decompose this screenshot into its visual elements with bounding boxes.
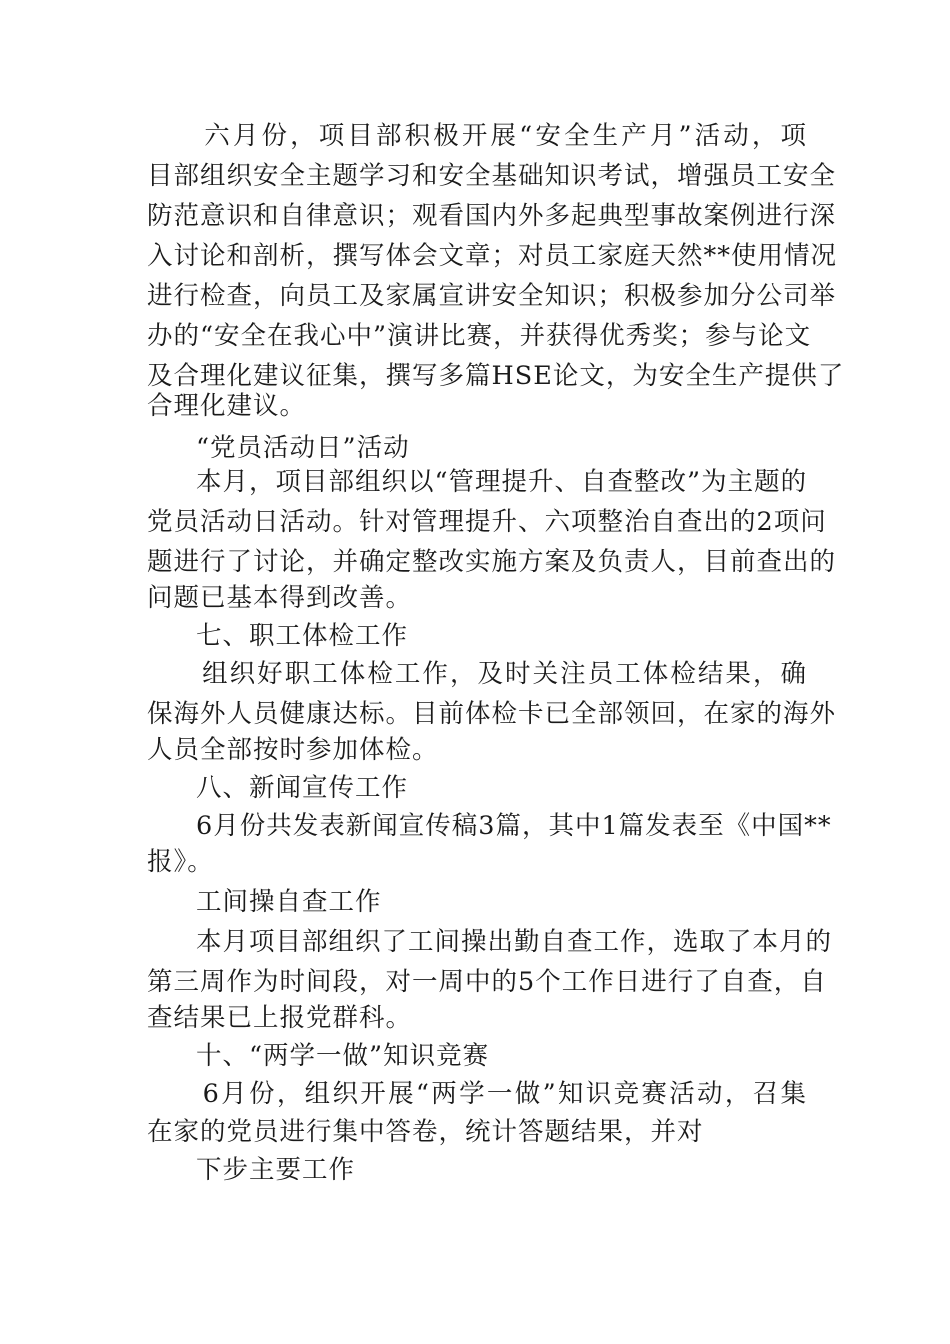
body-text-line: 查结果已上报党群科。 <box>147 1003 413 1033</box>
body-text-line: 6月份共发表新闻宣传稿3篇，其中1篇发表至《中国** <box>196 811 832 841</box>
body-text-line: 第三周作为时间段，对一周中的5个工作日进行了自查，自 <box>147 967 827 997</box>
body-text-line: 组织好职工体检工作，及时关注员工体检结果，确 <box>147 659 807 689</box>
body-text-line: 题进行了讨论，并确定整改实施方案及负责人，目前查出的 <box>147 547 837 577</box>
body-text-line: 进行检查，向员工及家属宣讲安全知识；积极参加分公司举 <box>147 281 837 311</box>
body-text-line: 防范意识和自律意识；观看国内外多起典型事故案例进行深 <box>147 201 837 231</box>
body-text-line: 报》。 <box>147 847 214 877</box>
section-heading: 七、职工体检工作 <box>196 621 409 651</box>
body-text-line: 本月项目部组织了工间操出勤自查工作，选取了本月的 <box>196 927 833 957</box>
section-heading: 工间操自查工作 <box>196 887 382 917</box>
body-text-line: 6月份，组织开展“两学一做”知识竞赛活动，召集 <box>147 1079 807 1109</box>
body-text-line: 党员活动日活动。针对管理提升、六项整治自查出的2项问 <box>147 507 827 537</box>
body-text-line: 入讨论和剖析，撰写体会文章；对员工家庭天然**使用情况 <box>147 241 838 271</box>
section-heading: 十、“两学一做”知识竞赛 <box>196 1041 490 1071</box>
section-heading: 八、新闻宣传工作 <box>196 773 409 803</box>
body-text-line: 及合理化建议征集，撰写多篇HSE论文，为安全生产提供了 <box>147 361 845 391</box>
body-text-line: 目部组织安全主题学习和安全基础知识考试，增强员工安全 <box>147 161 837 191</box>
body-text-line: 问题已基本得到改善。 <box>147 583 413 613</box>
body-text-line: 六月份，项目部积极开展“安全生产月”活动，项 <box>147 121 807 151</box>
body-text-line: 人员全部按时参加体检。 <box>147 735 439 765</box>
body-text-line: 办的“安全在我心中”演讲比赛，并获得优秀奖；参与论文 <box>147 321 812 351</box>
body-text-line: 保海外人员健康达标。目前体检卡已全部领回，在家的海外 <box>147 699 837 729</box>
section-heading: 下步主要工作 <box>196 1155 356 1185</box>
body-text-line: 合理化建议。 <box>147 391 307 421</box>
body-text-line: 本月，项目部组织以“管理提升、自查整改”为主题的 <box>196 467 808 497</box>
body-text-line: 在家的党员进行集中答卷，统计答题结果，并对 <box>147 1117 704 1147</box>
section-heading: “党员活动日”活动 <box>196 433 410 463</box>
